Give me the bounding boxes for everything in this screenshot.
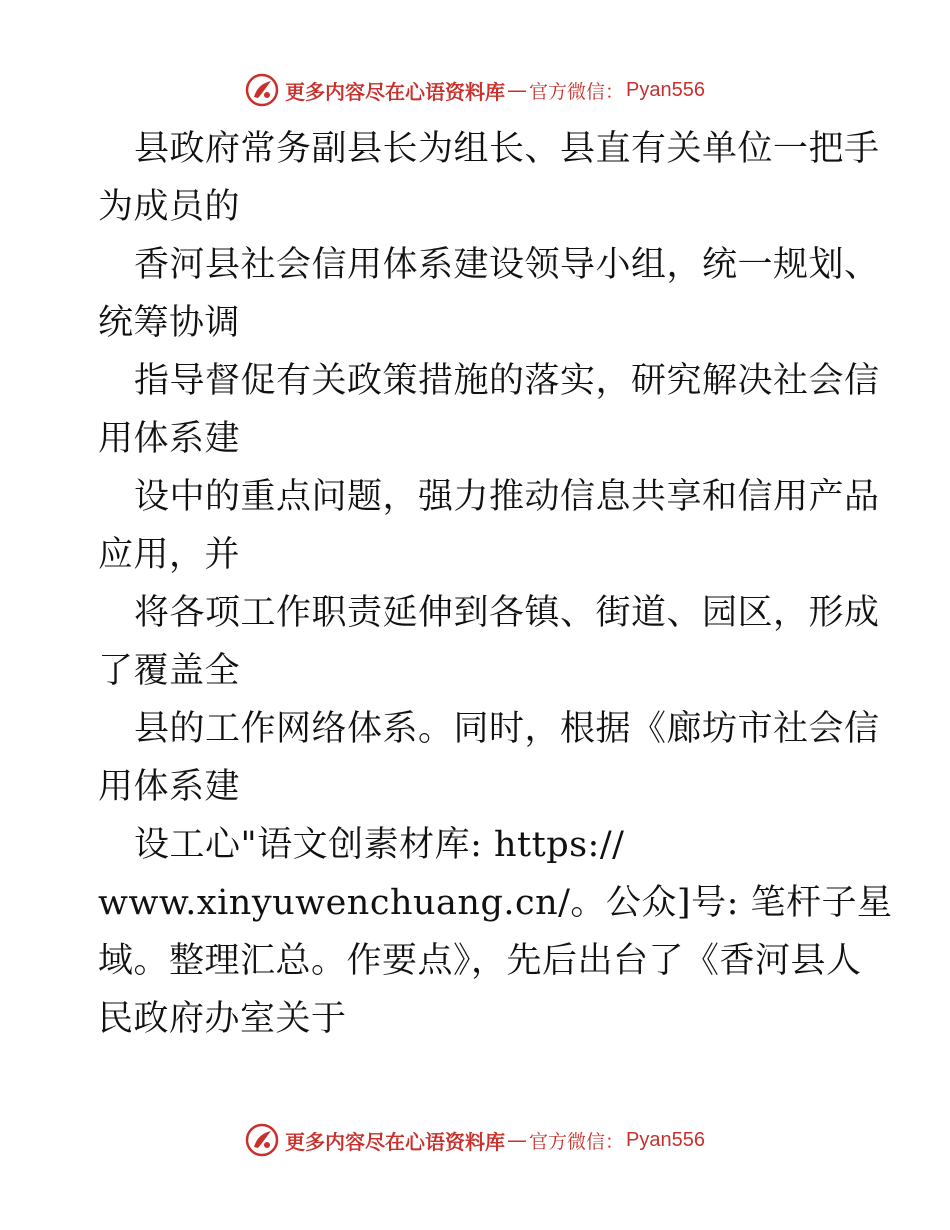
footer-brand-text: 更多内容尽在心语资料库 [285,1129,505,1154]
body-line: 用体系建 [98,419,241,459]
header-wechat-id: Pyan556 [626,78,705,101]
footer-separator: — [507,1128,527,1152]
header-brand-text: 更多内容尽在心语资料库 [285,79,505,104]
footer-watermark [0,1120,950,1160]
logo-icon [245,73,279,107]
footer-wechat-label: 官方微信： [529,1130,625,1153]
body-line: 香河县社会信用体系建设领导小组，统一规划、 [134,245,880,285]
body-line: 用体系建 [98,767,241,807]
header-watermark [0,70,950,110]
body-line: 民政府办室关于 [98,999,347,1039]
header-separator: — [507,78,527,102]
body-line: 设中的重点问题，强力推动信息共享和信用产品 [134,477,880,517]
body-line: 县的工作网络体系。同时，根据《廊坊市社会信 [134,709,880,749]
body-line: 统筹协调 [98,303,241,343]
document-body [98,120,893,1048]
body-line: 域。整理汇总。作要点》，先后出台了《香河县人 [98,941,862,981]
footer-wechat-id: Pyan556 [626,1128,705,1151]
body-line: 指导督促有关政策措施的落实，研究解决社会信 [134,361,880,401]
body-line: 应用，并 [98,535,241,575]
body-line: 县政府常务副县长为组长、县直有关单位一把手 [134,129,880,169]
body-line: 了覆盖全 [98,651,241,691]
body-line-url: www.xinyuwenchuang.cn/。公众]号: 笔杆子星 [98,883,893,923]
body-line: 将各项工作职责延伸到各镇、街道、园区，形成 [134,593,880,633]
body-line: 为成员的 [98,187,241,227]
header-wechat-label: 官方微信： [529,80,625,103]
logo-icon [245,1123,279,1157]
body-line: 设工心"语文创素材库: https:// [134,825,625,865]
